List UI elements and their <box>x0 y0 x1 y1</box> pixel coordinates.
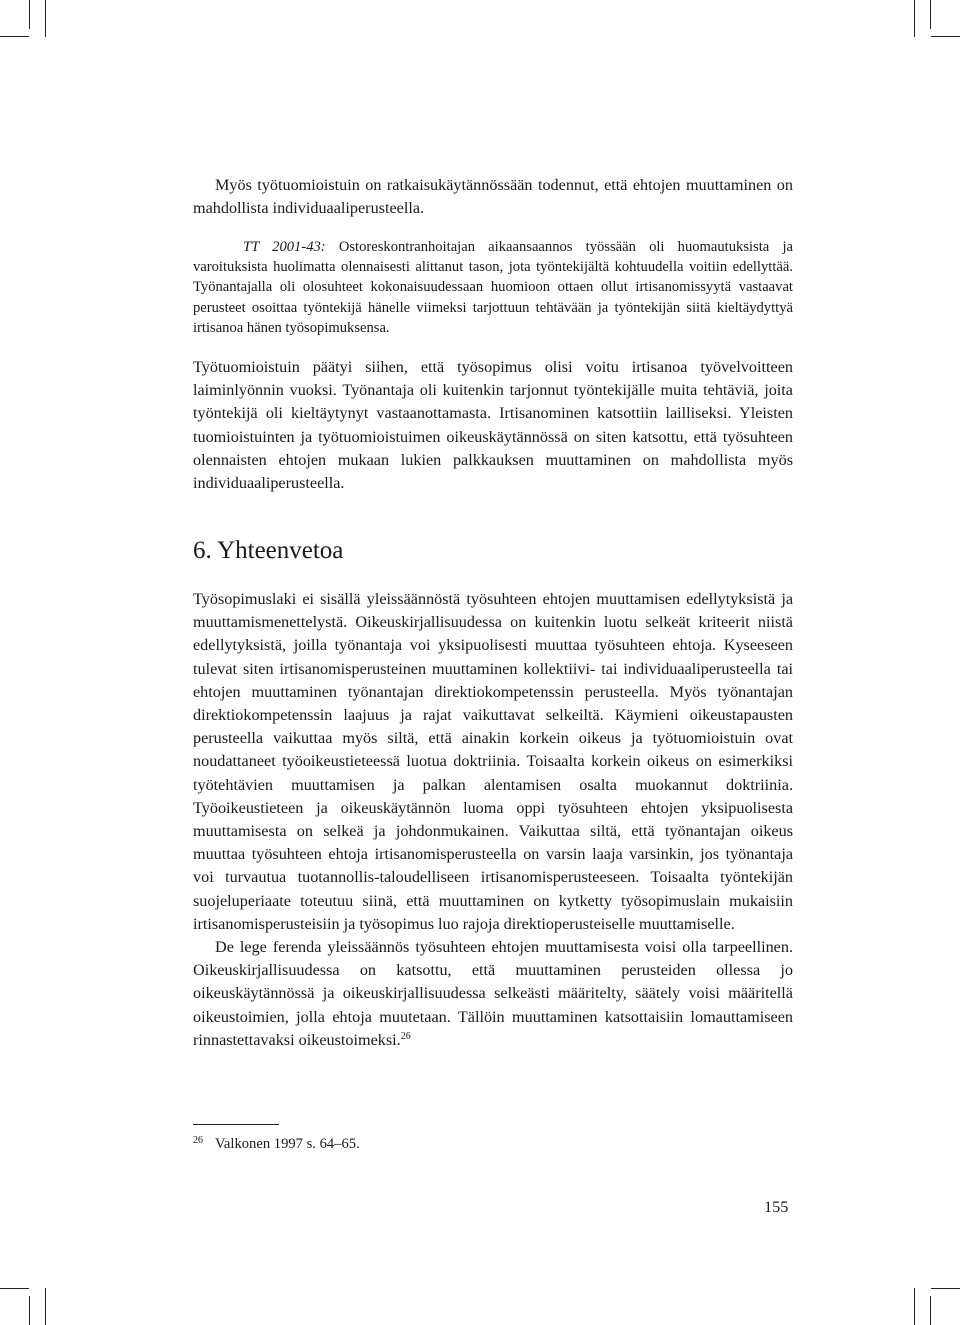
section-heading: 6. Yhteenvetoa <box>193 537 344 564</box>
footnote-reference[interactable]: 26 <box>400 1030 411 1042</box>
discussion-paragraph: Työtuomioistuin päätyi siihen, että työsopimus olisi voitu irtisanoa työvelvoitteen laiminlyönnin vuoksi. Työnantaja oli kuitenkin tarjonnut työntekijälle muita tehtäviä, joita työntekijä oli kieltäytynyt vastaanottamasta. Irtisanominen katsottiin lailliseksi. Yleisten tuomioistuinten ja työtuomioistuimen oikeuskäytännössä on siten katsottu, että työsuhteen olennaisten ehtojen mukaan lukien palkkauksen muuttaminen on mahdollista myös individuaaliperusteella. <box>193 358 793 493</box>
discussion-paragraph-block <box>193 356 793 495</box>
page-number: 155 <box>764 1198 789 1216</box>
footnote-divider <box>193 1124 279 1125</box>
summary-paragraph-2-text: De lege ferenda yleissäännös työsuhteen ehtojen muuttamisesta voisi olla tarpeellinen. Oikeuskirjallisuudessa on katsottu, että muuttaminen perusteiden ollessa jo oikeuskäytännössä ja oikeuskirjallisuudessa selkeästi määritelty, säätely voisi määritellä oikeustoimien, jolla ehtoja muutetaan. Tällöin muuttaminen katsottaisiin lomauttamiseen rinnastettavaksi oikeustoimeksi. <box>193 938 793 1049</box>
case-reference: TT 2001-43: <box>243 239 326 255</box>
case-text: Ostoreskontranhoitajan aikaansaannos työssään oli huomautuksista ja varoituksista huolimatta olennaisesti alittanut tason, jota työntekijältä kohtuudella voitiin edellyttää. Työnantajalla oli olosuhteet kokonaisuudessaan huomioon ottaen ollut irtisanomissyytä vastaavat perusteet osoittaa työntekijä hänelle viimeksi tarjottuun tehtävään ja työntekijän siitä kieltäydyttyä irtisanoa hänen työsopimuksensa. <box>193 239 793 336</box>
intro-paragraph-block <box>193 174 793 220</box>
footnote <box>193 1131 360 1154</box>
footnote-text: Valkonen 1997 s. 64–65. <box>215 1136 360 1152</box>
summary-block <box>193 588 793 1052</box>
intro-paragraph: Myös työtuomioistuin on ratkaisukäytännössään todennut, että ehtojen muuttaminen on mahdollista individuaaliperusteella. <box>193 176 793 218</box>
case-summary <box>193 237 793 338</box>
summary-paragraph-2 <box>193 936 793 1052</box>
footnote-number: 26 <box>193 1135 203 1146</box>
summary-paragraph-1: Työsopimuslaki ei sisällä yleissäännöstä työsuhteen ehtojen muuttamisen edellytyksistä ja muuttamismenettelystä. Oikeuskirjallisuudessa on kuitenkin luotu selkeät kriteerit niistä edellytyksistä, joilla työnantaja voi yksipuolisesti muuttaa työsuhteen ehtoja. Kyseeseen tulevat siten irtisanomisperusteinen muuttaminen kollektiivi- tai individuaaliperusteella tai ehtojen muuttaminen työnantajan direktiokompetenssin perusteella. Myös työnantajan direktiokompetenssin laajuus ja rajat vaikuttavat selkeiltä. Käymieni oikeustapausten perusteella vaikuttaa myös siltä, että ainakin korkein oikeus ja työtuomioistuin ovat noudattaneet työoikeustieteessä luotua doktriinia. Toisaalta korkein oikeus on esimerkiksi työtehtävien muuttamisen ja palkan alentamisen osalta muokannut doktriinia. Työoikeustieteen ja oikeuskäytännön luoma oppi työsuhteen ehtojen yksipuolisesta muuttamisesta on selkeä ja johdonmukainen. Vaikuttaa siltä, että työnantajan oikeus muuttaa työsuhteen ehtoja irtisanomisperusteella on varsin laaja varsinkin, jos työnantaja voi turvautua tuotannollis-taloudelliseen irtisanomisperusteeseen. Toisaalta työntekijän suojeluperiaate toteutuu siinä, että muuttaminen on kytketty työsopimuslain mukaisiin irtisanomisperusteisiin ja työsopimus luo rajoja direktioperusteiselle muuttamiselle. <box>193 590 793 933</box>
